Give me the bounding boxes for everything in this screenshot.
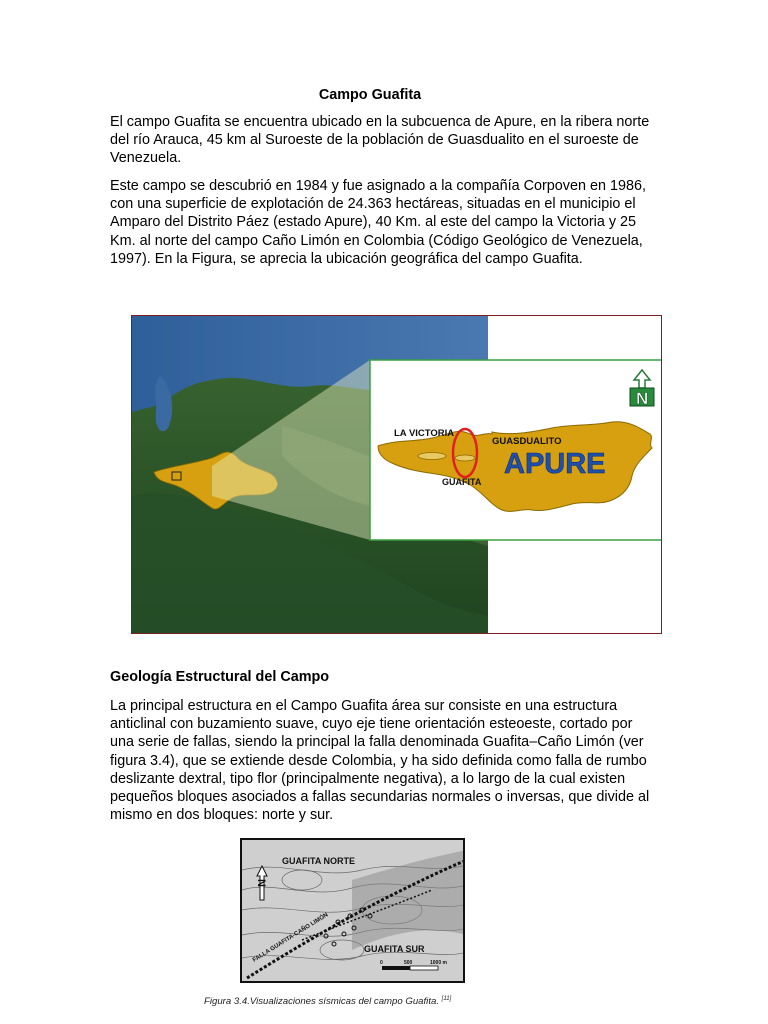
paragraph-discovery: Este campo se descubrió en 1984 y fue asignado a la compañía Corpoven en 1986, con una superficie de explotación de 24.363 hectáreas, situadas en el municipio el Amparo del Distrito Páez (estado Apure), 40 Km. al este del campo la Victoria y 25 Km. al norte del campo Caño Limón en Colombia (Código Geológico de Venezuela, 1997). En la Figura, se aprecia la ubicación geográfica del campo Guafita.	[110, 178, 647, 267]
label-guafita-norte: GUAFITA NORTE	[282, 856, 355, 866]
label-apure: APURE	[504, 448, 606, 480]
label-la-victoria: LA VICTORIA	[394, 428, 455, 439]
label-guafita: GUAFITA	[442, 477, 482, 487]
location-map-image	[132, 316, 662, 634]
svg-text:N: N	[255, 879, 267, 887]
location-map-figure	[131, 315, 662, 634]
seismic-map-figure	[240, 838, 465, 983]
label-guasdualito: GUASDUALITO	[492, 436, 562, 447]
svg-text:0: 0	[380, 960, 383, 966]
svg-text:500: 500	[404, 960, 413, 966]
label-fault-name: FALLA GUAFITA-CAÑO LIMÓN	[251, 912, 330, 964]
page-title: Campo Guafita	[318, 87, 422, 103]
svg-text:N: N	[636, 389, 649, 408]
figure-caption	[204, 993, 451, 1008]
figure-caption-reference: [11]	[441, 996, 452, 1002]
paragraph-structure: La principal estructura en el Campo Guafita área sur consiste en una estructura anticlinal con buzamiento suave, cuyo eje tiene orientación esteoeste, cortado por una serie de fallas, siendo la principal la falla denominada Guafita–Caño Limón (ver figura 3.4), que se extiende desde Colombia, y ha sido definida como falla de rumbo deslizante dextral, tipo flor (principalmente negativa), a lo largo de la cual existen pequeños bloques asociados a fallas secundarias normales o inversas, que divide al mismo en dos bloques: norte y sur.	[110, 698, 650, 824]
svg-text:1000 m: 1000 m	[430, 960, 447, 966]
figure-caption-text: Figura 3.4.Visualizaciones sísmicas del campo Guafita.	[204, 996, 439, 1008]
paragraph-location: El campo Guafita se encuentra ubicado en la subcuenca de Apure, en la ribera norte del río Arauca, 45 km al Suroeste de la población de Guasdualito en el suroeste de Venezuela.	[110, 114, 650, 167]
section-heading: Geología Estructural del Campo	[110, 669, 330, 685]
label-guafita-sur: GUAFITA SUR	[364, 944, 425, 954]
seismic-map-image	[242, 840, 465, 983]
